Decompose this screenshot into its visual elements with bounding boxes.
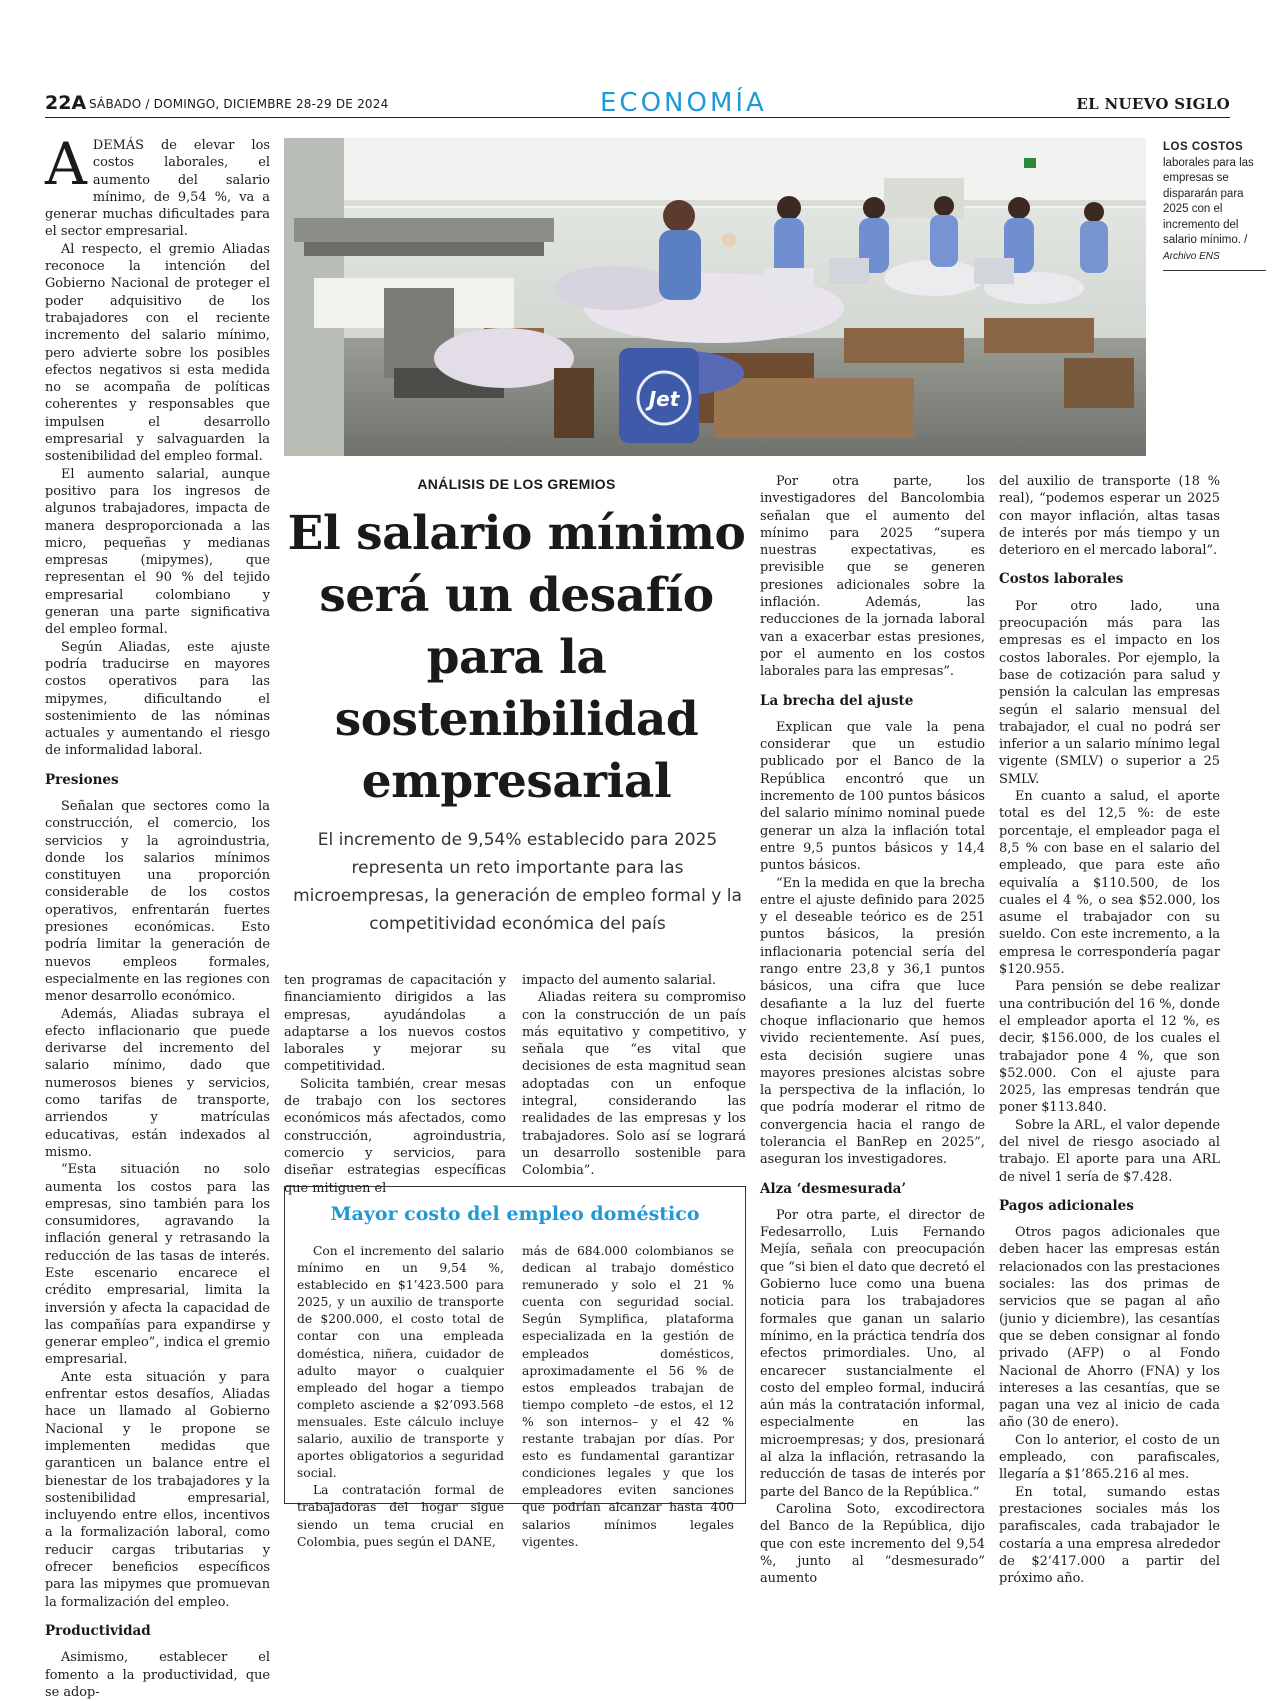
paragraph: Además, Aliadas subraya el efecto inflacionario que puede derivarse del incremento del salario mínimo, dado que numerosos bienes y servicios, como tarifas de transporte, arriendos y matrículas educativas, están indexados al mismo. <box>45 1006 270 1160</box>
issue-date: SÁBADO / DOMINGO, DICIEMBRE 28-29 DE 2024 <box>89 97 389 111</box>
paragraph: Ante esta situación y para enfrentar estos desafíos, Aliadas hace un llamado al Gobierno Nacional y le propone se implementen medidas que garanticen un balance entre el bienestar de los trabajadores y la sostenibilidad empresarial, incluyendo entre ellos, incentivos a la formalización laboral, como reducir cargas tributarias y ofrecer beneficios específicos para las mipymes que promuevan la formalización del empleo. <box>45 1369 270 1610</box>
section-title: ECONOMÍA <box>600 88 767 118</box>
paragraph: “En la medida en que la brecha entre el ajuste definido para 2025 y el deseable teórico es de 251 puntos básicos, la presión inflacionaria potencial sería del rango entre 23,8 y 36,1 puntos básicos, una cifra que luce desafiante a la luz del fuerte choque inflacionario que hemos vivido recientemente. Así pues, esta decisión sugiere unas mayores presiones alcistas sobre la perspectiva de la inflación, lo que podría moderar el ritmo de convergencia hacia el rango de tolerancia el BanRep en 2025”, aseguran los investigadores. <box>760 875 985 1168</box>
paragraph: Asimismo, establecer el fomento a la productividad, que se adop- <box>45 1650 270 1700</box>
paragraph: Por otro lado, una preocupación más para las empresas es el impacto en los costos laborales. Por ejemplo, la base de cotización para salud y pensión la calculan las empresas según el salario mensual del trabajador, el cual no podrá ser inferior a un salario mínimo legal vigente (SMLV) o superior a 25 SMLV. <box>999 598 1220 787</box>
paragraph: Con el incremento del salario mínimo en un 9,54 %, establecido en $1’423.500 para 2025, y un auxilio de transporte de $200.000, el costo total de contar con una empleada doméstica, niñera, cuidador de adulto mayor o cualquier empleado del hogar a tiempo completo asciende a $2’093.568 mensuales. Este cálculo incluye salario, auxilio de transporte y aportes obligatorios a seguridad social. <box>297 1244 504 1481</box>
paragraph: Por otra parte, los investigadores del Bancolombia señalan que el aumento del mínimo para 2025 “supera nuestras expectativas, es previsible que se generen presiones adicionales sobre la inflación. Además, las reducciones de la jornada laboral van a exacerbar estas presiones, por el aumento en los costos laborales para las empresas”. <box>760 474 985 680</box>
paragraph: En cuanto a salud, el aporte total es del 12,5 %: de este porcentaje, el empleador paga el 8,5 % con base en el salario del empleado, que para este año equivalía a $110.500, de los cuales el 4 %, o sea $52.000, los asume el trabajador con su sueldo. Con este incremento, a la empresa le correspondería pagar $120.955. <box>999 789 1220 978</box>
factory-photo <box>284 138 1146 456</box>
domestic-employment-sidebar <box>284 1186 746 1549</box>
paragraph: En total, sumando estas prestaciones sociales más los parafiscales, cada trabajador le costaría a una empresa alrededor de $2’417.000 a partir del próximo año. <box>999 1484 1220 1587</box>
caption-text: laborales para las empresas se dispararán para 2025 con el incremento del salario mínimo. / <box>1163 156 1254 246</box>
paragraph: del auxilio de transporte (18 % real), “podemos esperar un 2025 con mayor inflación, altas tasas de interés por más tiempo y un deterioro en el mercado laboral”. <box>999 474 1220 559</box>
paragraph: Por otra parte, el director de Fedesarrollo, Luis Fernando Mejía, señala con preocupación que “si bien el dato que decretó el Gobierno luce como una buena noticia para los trabajadores formales que ganan un salario mínimo, en la práctica tendría dos efectos primordiales. Uno, al encarecer sustancialmente el costo del empleo formal, inducirá aún más la contratación informal, especialmente en las microempresas; y dos, presionará al alza la inflación, retrasando la reducción de tasas de interés por parte del Banco de la República.” <box>760 1207 985 1500</box>
paragraph: El aumento salarial, aunque positivo para los ingresos de algunos trabajadores, impacta de manera desproporcionada a las micro, pequeñas y medianas empresas (mipymes), que representan el 90 % del tejido empresarial colombiano y generan una parte significativa del empleo formal. <box>45 466 270 638</box>
subhead-pagos: Pagos adicionales <box>999 1197 1134 1214</box>
article-column-5 <box>999 473 1220 1587</box>
paragraph: impacto del aumento salarial. <box>522 973 717 988</box>
article-column-3 <box>522 972 746 1180</box>
masthead <box>45 88 1230 118</box>
page-number: 22A <box>45 92 87 114</box>
paragraph: “Esta situación no solo aumenta los costos para las empresas, sino también para los consumidores, agravando la inflación general y retrasando la reducción de las tasas de interés. Este escenario encarece el crédito empresarial, limita la inversión y afecta la capacidad de las compañías para expandirse y generar empleo”, indica el gremio empresarial. <box>45 1162 270 1368</box>
drop-cap: A <box>45 130 87 198</box>
sidebar-column-2 <box>522 1243 734 1551</box>
subhead-alza: Alza ‘desmesurada’ <box>760 1180 907 1197</box>
subhead-costos: Costos laborales <box>999 571 1124 588</box>
paragraph: Aliadas reitera su compromiso con la construcción de un país más equitativo y competitivo, y señala que “es vital que decisiones de esta magnitud sean adoptadas con un enfoque integral, considerando las realidades de las empresas y los trabajadores. Solo así se logrará un desarrollo sostenible para Colombia”. <box>522 990 746 1179</box>
paragraph: Solicita también, crear mesas de trabajo con los sectores económicos más afectados, como construcción, agroindustria, comercio y servicios, para diseñar estrategias específicas que mitiguen el <box>284 1076 506 1196</box>
subhead-brecha: La brecha del ajuste <box>760 692 914 709</box>
paragraph: Carolina Soto, excodirectora del Banco de la República, dijo que con este incremento del 9,54 %, junto al “desmesurado” aumento <box>760 1501 985 1587</box>
paragraph: Explican que vale la pena considerar que un estudio publicado por el Banco de la República encontró que un incremento de 100 puntos básicos del salario mínimo nominal puede generar un alza la inflación total entre 9,5 puntos básicos y 14,4 puntos básicos. <box>760 719 985 874</box>
article-kicker: ANÁLISIS DE LOS GREMIOS <box>417 476 616 492</box>
paragraph: Al respecto, el gremio Aliadas reconoce la intención del Gobierno Nacional de proteger el poder adquisitivo de los trabajadores con el reciente incremento del salario mínimo, pero advierte sobre los posibles efectos negativos si esta medida no se acompaña de políticas coherentes y responsables que impulsen el desarrollo empresarial y salvaguarden la sostenibilidad del empleo formal. <box>45 241 270 465</box>
article-column-4 <box>760 473 985 1587</box>
subhead-productividad: Productividad <box>45 1622 151 1639</box>
paragraph: Otros pagos adicionales que deben hacer las empresas están relacionados con las prestaciones sociales: las dos primas de servicios que se pagan al año (junio y diciembre), las cesantías que se deben consignar al fondo privado (AFP) o al Fondo Nacional de Ahorro (FNA) y los intereses a las cesantías, que se pagan una vez al inicio de cada año (30 de enero). <box>999 1225 1220 1431</box>
paragraph: Señalan que sectores como la construcción, el comercio, los servicios y la agroindustria, donde los salarios mínimos constituyen una proporción considerable de los costos operativos, enfrentarán fuertes presiones económicas. Esto podría limitar la generación de nuevos empleos formales, especialmente en las regiones con menor desarrollo económico. <box>45 798 270 1005</box>
paragraph: ten programas de capacitación y financiamiento dirigidos a las empresas, ayudándolas a adaptarse a los nuevos costos laborales y mejorar su competitividad. <box>284 973 506 1075</box>
article-deck: El incremento de 9,54% establecido para 2025 representa un reto importante para las microempresas, la generación de empleo formal y la competitividad económica del país <box>293 830 742 934</box>
caption-credit: Archivo ENS <box>1163 250 1220 262</box>
newspaper-brand: EL NUEVO SIGLO <box>1076 95 1230 113</box>
subhead-presiones: Presiones <box>45 771 119 788</box>
lead-paragraph: ADEMÁS de elevar los costos laborales, el aumento del salario mínimo, de 9,54 %, va a generar muchas dificultades para el sector empresarial. <box>45 130 270 240</box>
garment-workshop-illustration <box>284 138 1146 456</box>
article-headline: El salario mínimo será un desafío para la sostenibilidad empresarial <box>287 506 746 809</box>
paragraph: Con lo anterior, el costo de un empleado, con parafiscales, llegaría a $1’865.216 al mes. <box>999 1432 1220 1483</box>
caption-lead: LOS COSTOS <box>1163 141 1244 153</box>
article-column-2 <box>284 972 506 1197</box>
photo-caption <box>1163 140 1266 271</box>
paragraph: más de 684.000 colombianos se dedican al trabajo doméstico remunerado y solo el 21 % cuenta con seguridad social. Según Symplifica, plataforma especializada en la gestión de empleados domésticos, aproximadamente el 56 % de estos empleados trabajan de tiempo completo –de estos, el 12 % son internos– y el 42 % restante trabajan por días. Por esto es fundamental garantizar condiciones legales y que los empleadores eviten sanciones que podrían alcanzar hasta 400 salarios mínimos legales vigentes. <box>522 1244 734 1549</box>
sidebar-title: Mayor costo del empleo doméstico <box>330 1203 700 1225</box>
paragraph: Para pensión se debe realizar una contribución del 16 %, donde el empleador aporta el 12 %, es decir, $156.000, de los cuales el trabajador pone 4 %, que son $52.000. Con el ajuste para 2025, las empresas tendrán que poner $113.840. <box>999 979 1220 1116</box>
paragraph: Sobre la ARL, el valor depende del nivel de riesgo asociado al trabajo. El aporte para una ARL de nivel 1 sería de $7.428. <box>999 1117 1220 1185</box>
sidebar-column-1 <box>297 1243 504 1551</box>
paragraph: Según Aliadas, este ajuste podría traducirse en mayores costos operativos para las mipymes, dificultando el sostenimiento de las nóminas actuales y aumentando el riesgo de informalidad laboral. <box>45 639 270 759</box>
shopping-bag-icon <box>619 348 699 443</box>
bag-logo-text: Jet <box>648 387 680 411</box>
paragraph: La contratación formal de trabajadoras del hogar sigue siendo un tema crucial en Colombia, pues según el DANE, <box>297 1483 504 1549</box>
article-column-1 <box>45 130 270 1701</box>
